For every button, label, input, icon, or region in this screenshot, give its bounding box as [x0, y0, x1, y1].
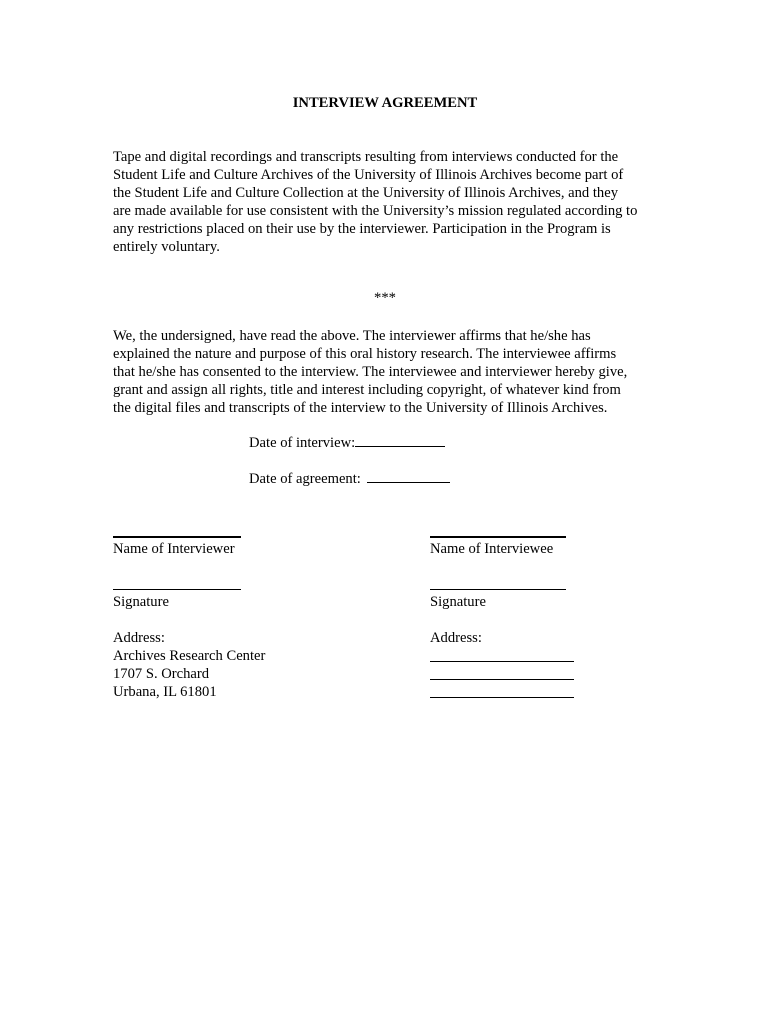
section-separator: *** [374, 290, 396, 306]
date-of-interview-row [249, 433, 445, 452]
interviewee-signature-label: Signature [430, 594, 486, 610]
date-of-interview-field[interactable] [355, 433, 445, 447]
paragraph-line: entirely voluntary. [113, 239, 220, 255]
paragraph-line: grant and assign all rights, title and interest including copyright, of whatever kind from [113, 382, 621, 398]
interviewer-address-line: Archives Research Center [113, 648, 266, 664]
paragraph-line: any restrictions placed on their use by the interviewer. Participation in the Program is [113, 221, 611, 237]
date-of-agreement-label: Date of agreement: [249, 471, 361, 487]
paragraph-line: the Student Life and Culture Collection at the University of Illinois Archives, and they [113, 185, 619, 201]
interviewee-address-label: Address: [430, 630, 482, 646]
paragraph-affirmation [113, 327, 663, 417]
paragraph-line: the digital files and transcripts of the interview to the University of Illinois Archives. [113, 400, 608, 416]
date-of-agreement-row [249, 469, 450, 488]
interviewee-signature-field[interactable] [430, 589, 566, 590]
paragraph-line: Student Life and Culture Archives of the University of Illinois Archives become part of [113, 167, 624, 183]
interviewee-name-label: Name of Interviewee [430, 541, 554, 557]
paragraph-line: explained the nature and purpose of this oral history research. The interviewee affirms [113, 346, 617, 362]
interviewee-address-field-1[interactable] [430, 661, 574, 662]
interviewer-name-field[interactable] [113, 536, 241, 538]
interviewee-address-field-2[interactable] [430, 679, 574, 680]
interviewer-address-line: Urbana, IL 61801 [113, 684, 217, 700]
paragraph-line: that he/she has consented to the interview. The interviewee and interviewer hereby give, [113, 364, 628, 380]
paragraph-intro [113, 148, 673, 256]
paragraph-line: We, the undersigned, have read the above. The interviewer affirms that he/she has [113, 328, 591, 344]
interviewee-address-field-3[interactable] [430, 697, 574, 698]
interviewer-signature-label: Signature [113, 594, 169, 610]
interviewer-address-label: Address: [113, 630, 165, 646]
date-of-agreement-field[interactable] [367, 469, 450, 483]
interviewer-signature-field[interactable] [113, 589, 241, 590]
document-title: INTERVIEW AGREEMENT [292, 95, 478, 111]
interviewer-address-line: 1707 S. Orchard [113, 666, 210, 682]
interviewer-name-label: Name of Interviewer [113, 541, 235, 557]
interviewee-name-field[interactable] [430, 536, 566, 538]
date-of-interview-label: Date of interview: [249, 435, 356, 451]
paragraph-line: are made available for use consistent with the University’s mission regulated according to [113, 203, 638, 219]
paragraph-line: Tape and digital recordings and transcripts resulting from interviews conducted for the [113, 149, 619, 165]
